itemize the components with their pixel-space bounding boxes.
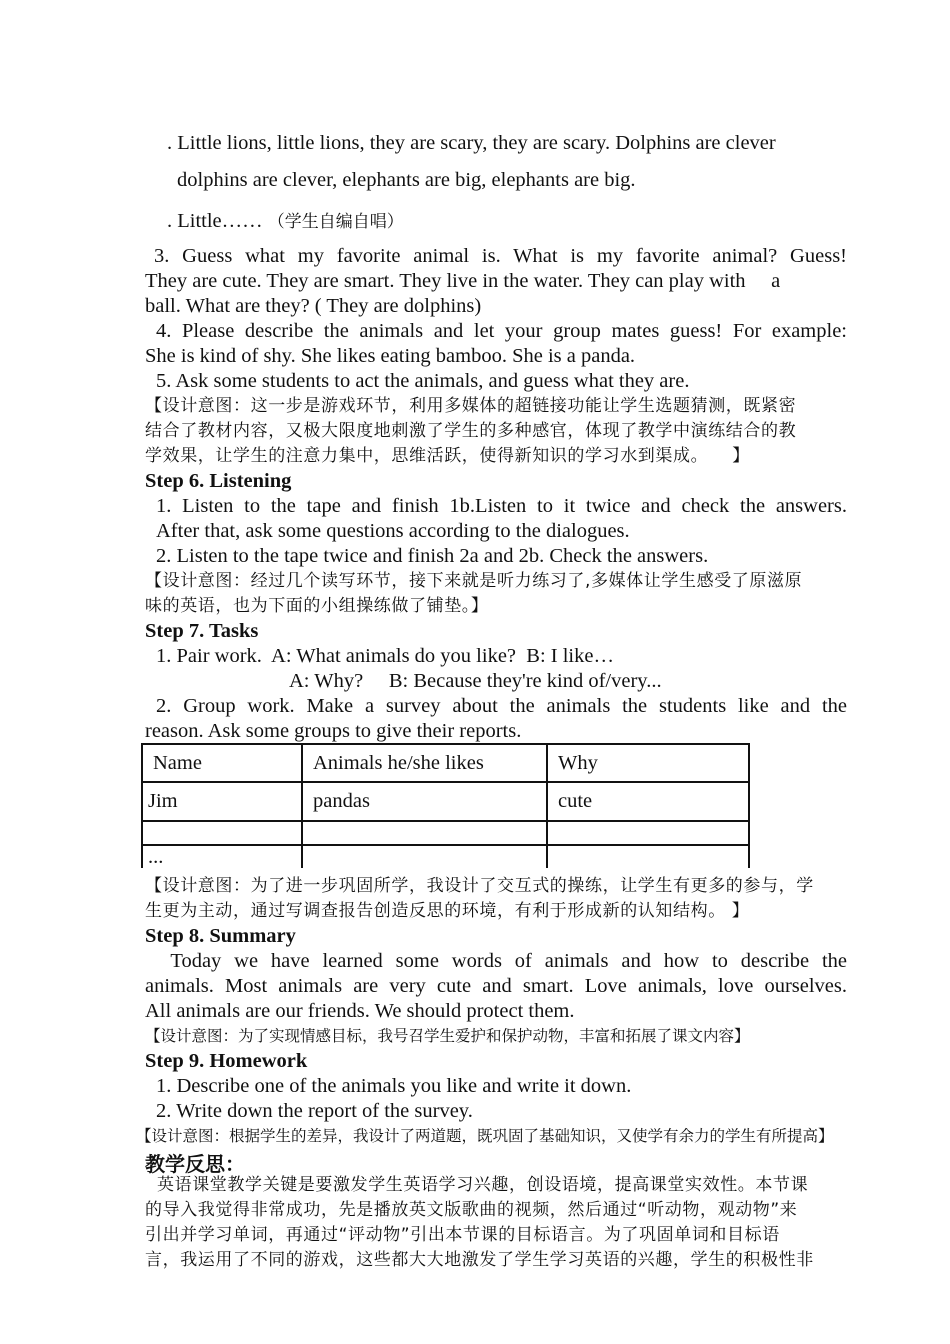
design-note-3-line2: 生更为主动，通过写调查报告创造反思的环境，有利于形成新的认知结构。 】 [145, 901, 750, 921]
step9-item1: 1. Describe one of the animals you like and write it down. [156, 1075, 632, 1097]
table-cell [302, 845, 547, 868]
song-line-3-en: . Little…… [167, 210, 263, 232]
table-cell [142, 821, 302, 845]
song-line-3-zh: （学生自编自唱） [267, 212, 404, 232]
song-line-1: . Little lions, little lions, they are scary, they are scary. Dolphins are clever [167, 132, 776, 154]
step8-summary-line1: Today we have learned some words of animals and how to describe the [145, 950, 847, 972]
step5-item5: 5. Ask some students to act the animals, and guess what they are. [156, 370, 690, 392]
step6-item1-line1: 1. Listen to the tape and finish 1b.Listen to it twice and check the answers. [156, 495, 847, 517]
step6-item2: 2. Listen to the tape twice and finish 2a and 2b. Check the answers. [156, 545, 709, 567]
design-note-1-line3: 学效果，让学生的注意力集中，思维活跃，使得新知识的学习水到渠成。 】 [145, 446, 750, 466]
table-cell: ... [142, 845, 302, 868]
header-why: Why [547, 744, 749, 782]
table-cell: cute [547, 782, 749, 821]
step9-item2: 2. Write down the report of the survey. [156, 1100, 473, 1122]
step7-group-work-line1: 2. Group work. Make a survey about the animals the students like and the [156, 695, 847, 717]
song-line-3 [167, 207, 404, 233]
step5-item3-line3: ball. What are they? ( They are dolphins) [145, 295, 482, 317]
reflection-line4: 言，我运用了不同的游戏，这些都大大地激发了学生学习英语的兴趣，学生的积极性非 [145, 1250, 814, 1270]
step7-group-work-line2: reason. Ask some groups to give their reports. [145, 720, 522, 742]
header-name: Name [142, 744, 302, 782]
reflection-line2: 的导入我觉得非常成功，先是播放英文版歌曲的视频，然后通过“听动物，观动物”来 [145, 1200, 798, 1220]
design-note-3-line1: 【设计意图：为了进一步巩固所学，我设计了交互式的操练，让学生有更多的参与，学 [145, 876, 814, 896]
reflection-line1: 英语课堂教学关键是要激发学生英语学习兴趣，创设语境，提高课堂实效性。本节课 [145, 1175, 809, 1195]
step6-title: Step 6. Listening [145, 470, 292, 492]
design-note-2-line2: 味的英语，也为下面的小组操练做了铺垫。】 [145, 596, 489, 616]
table-cell [547, 845, 749, 868]
table-cell: pandas [302, 782, 547, 821]
design-note-1-line2: 结合了教材内容，又极大限度地刺激了学生的多种感官，体现了教学中演练结合的教 [145, 421, 797, 441]
step8-summary-line2: animals. Most animals are very cute and smart. Love animals, love ourselves. [145, 975, 847, 997]
step5-item3-line2: They are cute. They are smart. They live in the water. They can play with a [145, 270, 781, 292]
design-note-4: 【设计意图：为了实现情感目标，我号召学生爱护和保护动物，丰富和拓展了课文内容】 [145, 1027, 750, 1045]
design-note-1-line1: 【设计意图：这一步是游戏环节，利用多媒体的超链接功能让学生选题猜测，既紧密 [145, 396, 797, 416]
design-note-2-line1: 【设计意图：经过几个读写环节，接下来就是听力练习了,多媒体让学生感受了原滋原 [145, 571, 803, 591]
step8-title: Step 8. Summary [145, 925, 296, 947]
reflection-title: 教学反思： [145, 1152, 245, 1176]
step5-item3-line1: 3. Guess what my favorite animal is. What is my favorite animal? Guess! [154, 245, 847, 267]
table-row [142, 845, 749, 868]
survey-table-header [142, 744, 749, 782]
reflection-line3: 引出并学习单词，再通过“评动物”引出本节课的目标语言。为了巩固单词和目标语 [145, 1225, 780, 1245]
table-cell [547, 821, 749, 845]
step8-summary-line3: All animals are our friends. We should protect them. [145, 1000, 575, 1022]
table-row [142, 821, 749, 845]
table-cell: Jim [142, 782, 302, 821]
survey-table [141, 743, 750, 868]
table-row [142, 782, 749, 821]
step7-title: Step 7. Tasks [145, 620, 259, 642]
table-cell [302, 821, 547, 845]
step6-item1-line2: After that, ask some questions according to the dialogues. [156, 520, 630, 542]
step5-item4-line2: She is kind of shy. She likes eating bamboo. She is a panda. [145, 345, 636, 367]
step5-item4-line1: 4. Please describe the animals and let your group mates guess! For example: [156, 320, 847, 342]
design-note-5: 【设计意图：根据学生的差异，我设计了两道题，既巩固了基础知识，又使学有余力的学生有所提高】 [136, 1127, 834, 1145]
song-line-2: dolphins are clever, elephants are big, elephants are big. [177, 169, 636, 191]
step7-pair-work-line2: A: Why? B: Because they're kind of/very... [289, 670, 662, 692]
step9-title: Step 9. Homework [145, 1050, 308, 1072]
header-animals: Animals he/she likes [302, 744, 547, 782]
step7-pair-work-line1: 1. Pair work. A: What animals do you like? B: I like… [156, 645, 614, 667]
